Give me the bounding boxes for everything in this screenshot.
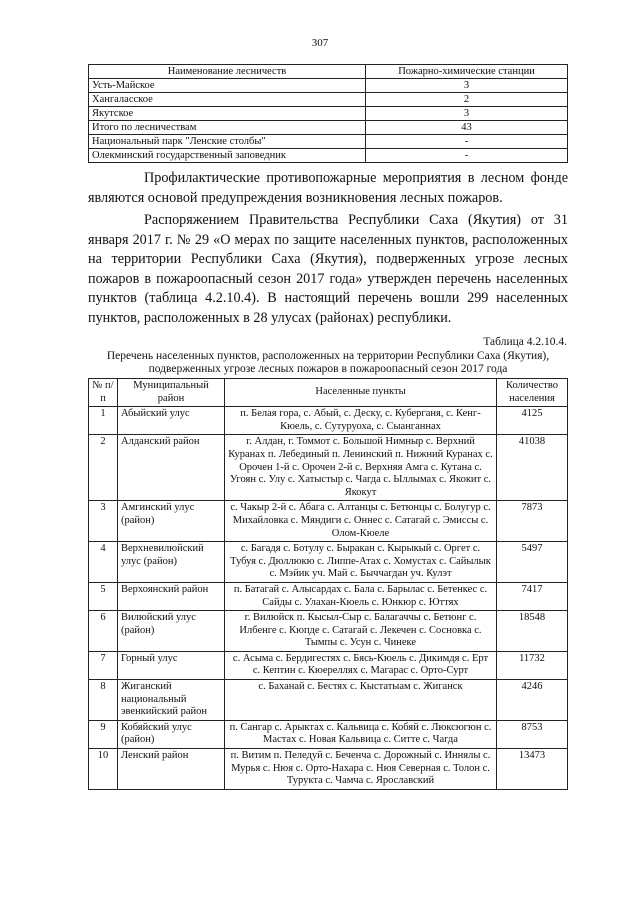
table-row: [89, 582, 568, 610]
column-header: Населенные пункты: [225, 379, 497, 407]
table-cell: 8: [89, 680, 118, 721]
table-cell: 18548: [497, 611, 568, 652]
table-row: [89, 107, 568, 121]
table-row: [89, 93, 568, 107]
table-cell: Верхоянский район: [118, 582, 225, 610]
table-cell: с. Баханай с. Бестях с. Кыстатыам с. Жиганск: [225, 680, 497, 721]
table-cell: г. Алдан, г. Томмот с. Большой Нимныр с. Верхний Куранах п. Лебединый п. Ленинский п. Нижний Куранах с. Орочен 1-й с. Орочен 2-й с. Верхняя Амга с. Кутана с. Угоян с. Улу с. Хатыстыр с. Чагда с. Ыллымах с. Якокит с. Якокут: [225, 435, 497, 501]
table-cell: 5497: [497, 542, 568, 583]
table-cell: Национальный парк "Ленские столбы": [89, 135, 366, 149]
table-row: [89, 149, 568, 163]
table-cell: п. Сангар с. Арыктах с. Кальвица с. Кобяй с. Люксюгюн с. Мастах с. Новая Кальвица с. Ситте с. Чагда: [225, 720, 497, 748]
page-number: 307: [311, 37, 329, 49]
table-cell: 9: [89, 720, 118, 748]
forestry-stations-table: [88, 64, 568, 163]
table-cell: п. Белая гора, с. Абый, с. Деску, с. Куберганя, с. Кенг-Кюель, с. Сутуруоха, с. Сыанганнах: [225, 407, 497, 435]
table-cell: Верхневилюйский улус (район): [118, 542, 225, 583]
table-cell: 4: [89, 542, 118, 583]
table-cell: Ленский район: [118, 749, 225, 790]
table-cell: п. Батагай с. Алысардах с. Бала с. Барылас с. Бетенкес с. Сайды с. Улахан-Кюель с. Юнкюр с. Юттях: [225, 582, 497, 610]
column-header: Количество населения: [497, 379, 568, 407]
table-row: [89, 79, 568, 93]
table-cell: 4125: [497, 407, 568, 435]
table-cell: Амгинский улус (район): [118, 501, 225, 542]
table-row: [89, 651, 568, 679]
table-cell: с. Асыма с. Бердигестях с. Бясь-Кюель с. Дикимдя с. Ерт с. Кептин с. Кюереллях с. Магарас с. Орто-Сурт: [225, 651, 497, 679]
table-cell: -: [366, 149, 568, 163]
table-row: [89, 407, 568, 435]
table-row: [89, 542, 568, 583]
table-row: [89, 501, 568, 542]
table-cell: 7417: [497, 582, 568, 610]
table-header-row: [89, 379, 568, 407]
column-header: Муниципальный район: [118, 379, 225, 407]
table-cell: 3: [366, 107, 568, 121]
table-cell: 7: [89, 651, 118, 679]
table-cell: п. Витим п. Пеледуй с. Беченча с. Дорожный с. Иннялы с. Мурья с. Нюя с. Орто-Нахара с. Нюя Северная с. Толон с. Турукта с. Чамча с. Ярославский: [225, 749, 497, 790]
table-row: [89, 121, 568, 135]
table-cell: Абыйский улус: [118, 407, 225, 435]
table-cell: 4246: [497, 680, 568, 721]
column-header: Пожарно-химические станции: [366, 65, 568, 79]
settlements-table: [88, 378, 568, 790]
table-cell: Олекминский государственный заповедник: [89, 149, 366, 163]
table-cell: 3: [89, 501, 118, 542]
table-row: [89, 435, 568, 501]
table-cell: 6: [89, 611, 118, 652]
table-cell: 11732: [497, 651, 568, 679]
table-cell: 41038: [497, 435, 568, 501]
column-header: № п/п: [89, 379, 118, 407]
table-cell: 5: [89, 582, 118, 610]
table-cell: Алданский район: [118, 435, 225, 501]
table-cell: Итого по лесничествам: [89, 121, 366, 135]
table-cell: 2: [366, 93, 568, 107]
table-number: Таблица 4.2.10.4.: [483, 336, 567, 348]
table-row: [89, 135, 568, 149]
table-row: [89, 720, 568, 748]
table-cell: 2: [89, 435, 118, 501]
table-cell: Вилюйский улус (район): [118, 611, 225, 652]
table-row: [89, 749, 568, 790]
table-header-row: [89, 65, 568, 79]
table-row: [89, 680, 568, 721]
table-cell: 1: [89, 407, 118, 435]
table-cell: Горный улус: [118, 651, 225, 679]
table-cell: с. Багадя с. Ботулу с. Быракан с. Кырыкый с. Оргет с. Тубуя с. Дюллюкю с. Липпе-Атах с. Хомустах с. Сайылык с. Мэйик уч. Май с. Быччагдан уч. Кулэт: [225, 542, 497, 583]
table-cell: 13473: [497, 749, 568, 790]
table-cell: Усть-Майское: [89, 79, 366, 93]
paragraph: Профилактические противопожарные мероприятия в лесном фонде являются основой предупреждения возникновения лесных пожаров.: [88, 170, 568, 206]
table-cell: 10: [89, 749, 118, 790]
paragraph: Распоряжением Правительства Республики Саха (Якутия) от 31 января 2017 г. № 29 «О мерах по защите населенных пунктов, расположенных на территории Республики Саха (Якутия), подверженных угрозе лесных пожаров в пожароопасный сезон 2017 года» утвержден перечень населенных пунктов (таблица 4.2.10.4). В настоящий перечень вошли 299 населенных пунктов, расположенных в 28 улусах (районах) республики.: [88, 212, 568, 326]
table-cell: 7873: [497, 501, 568, 542]
table-cell: г. Вилюйск п. Кысыл-Сыр с. Балагаччы с. Бетюнг с. Илбенге с. Кюпде с. Сатагай с. Лекечен с. Сосновка с. Тымпы с. Усун с. Чинеке: [225, 611, 497, 652]
table-cell: 3: [366, 79, 568, 93]
table-cell: Кобяйский улус (район): [118, 720, 225, 748]
table-cell: Якутское: [89, 107, 366, 121]
table-cell: Жиганский национальный эвенкийский район: [118, 680, 225, 721]
table-cell: с. Чакыр 2-й с. Абага с. Алтанцы с. Бетюнцы с. Болугур с. Михайловка с. Мяндиги с. Оннес с. Сатагай с. Эмиссы с. Олом-Кюеле: [225, 501, 497, 542]
table-cell: Хангаласское: [89, 93, 366, 107]
table-title: Перечень населенных пунктов, расположенных на территории Республики Саха (Якутия), подверженных угрозе лесных пожаров в пожароопасный сезон 2017 года: [106, 350, 550, 375]
table-cell: -: [366, 135, 568, 149]
table-row: [89, 611, 568, 652]
column-header: Наименование лесничеств: [89, 65, 366, 79]
table-cell: 8753: [497, 720, 568, 748]
table-cell: 43: [366, 121, 568, 135]
